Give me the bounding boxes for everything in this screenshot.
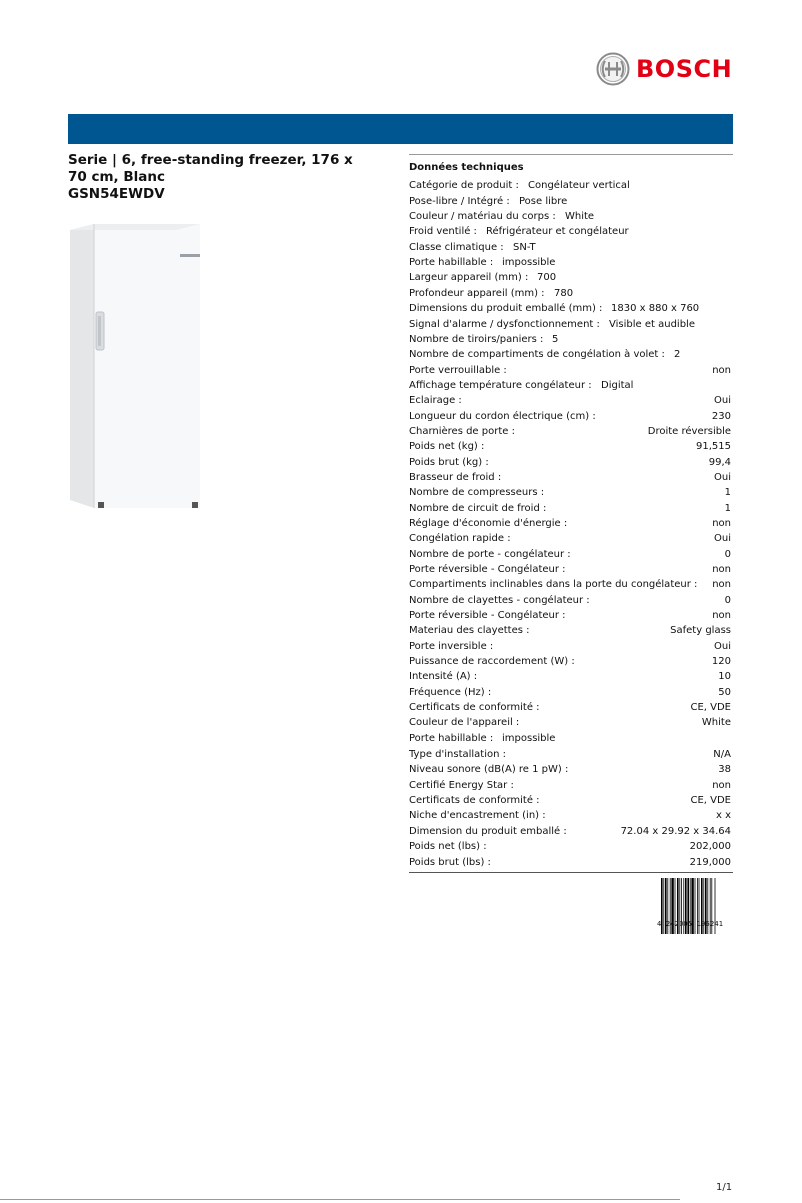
spec-value: Oui bbox=[714, 395, 731, 406]
spec-row bbox=[409, 623, 733, 638]
spec-value: Réfrigérateur et congélateur bbox=[486, 226, 629, 237]
spec-label: Nombre de compartiments de congélation à volet : bbox=[409, 349, 665, 360]
spec-label: Profondeur appareil (mm) : bbox=[409, 287, 545, 299]
spec-value: non bbox=[712, 364, 731, 376]
spec-value: Digital bbox=[601, 380, 634, 391]
spec-row bbox=[409, 593, 733, 608]
spec-label: Porte habillable : bbox=[409, 257, 494, 268]
spec-row bbox=[409, 378, 733, 393]
spec-value: 50 bbox=[718, 686, 731, 698]
spec-row bbox=[409, 485, 733, 500]
spec-value: 91,515 bbox=[696, 441, 731, 452]
spec-row bbox=[409, 224, 733, 239]
spec-value: impossible bbox=[502, 733, 556, 744]
spec-value: non bbox=[712, 610, 731, 621]
spec-row bbox=[409, 778, 733, 793]
spec-label: Classe climatique : bbox=[409, 241, 504, 253]
spec-row bbox=[409, 669, 733, 684]
spec-value: 1 bbox=[724, 487, 731, 498]
product-model: GSN54EWDV bbox=[68, 186, 165, 202]
spec-value: 230 bbox=[711, 410, 731, 422]
spec-label: Poids net (lbs) : bbox=[409, 841, 487, 852]
spec-label: Materiau des clayettes : bbox=[409, 625, 530, 636]
spec-value: 1 bbox=[724, 502, 731, 514]
spec-label: Longueur du cordon électrique (cm) : bbox=[409, 410, 596, 422]
spec-row bbox=[409, 270, 733, 285]
spec-label: Catégorie de produit : bbox=[409, 180, 519, 191]
spec-label: Niveau sonore (dB(A) re 1 pW) : bbox=[409, 764, 569, 775]
spec-row bbox=[409, 731, 733, 746]
spec-row bbox=[409, 301, 733, 316]
spec-value: Safety glass bbox=[670, 625, 731, 636]
spec-row bbox=[409, 577, 733, 592]
spec-row bbox=[409, 501, 733, 516]
spec-label: Porte réversible - Congélateur : bbox=[409, 610, 566, 621]
spec-row bbox=[409, 194, 733, 209]
spec-label: Eclairage : bbox=[409, 395, 462, 406]
spec-row bbox=[409, 470, 733, 485]
spec-value: non bbox=[712, 579, 731, 590]
spec-value: Visible et audible bbox=[609, 318, 695, 330]
spec-value: 38 bbox=[718, 764, 731, 775]
spec-row bbox=[409, 531, 733, 546]
spec-label: Certificats de conformité : bbox=[409, 795, 540, 806]
spec-label: Nombre de clayettes - congélateur : bbox=[409, 594, 590, 606]
spec-label: Dimensions du produit emballé (mm) : bbox=[409, 303, 603, 314]
spec-row bbox=[409, 347, 733, 362]
product-title: Serie | 6, free-standing freezer, 176 x 70 cm, Blanc bbox=[68, 152, 353, 185]
spec-row bbox=[409, 824, 733, 839]
spec-label: Nombre de circuit de froid : bbox=[409, 502, 547, 514]
spec-row bbox=[409, 562, 733, 577]
spec-row bbox=[409, 178, 733, 193]
spec-label: Réglage d'économie d'énergie : bbox=[409, 518, 568, 529]
spec-value: 72.04 x 29.92 x 34.64 bbox=[620, 826, 731, 837]
spec-row bbox=[409, 363, 733, 378]
spec-label: Poids brut (kg) : bbox=[409, 456, 489, 468]
spec-label: Porte verrouillable : bbox=[409, 364, 507, 376]
spec-value: 0 bbox=[724, 594, 731, 606]
spec-label: Charnières de porte : bbox=[409, 426, 515, 437]
footer-divider bbox=[0, 1199, 680, 1200]
spec-value: 10 bbox=[718, 671, 731, 682]
spec-value: Droite réversible bbox=[647, 426, 731, 437]
spec-value: 5 bbox=[552, 334, 559, 345]
spec-value: Oui bbox=[714, 533, 731, 544]
spec-value: 2 bbox=[674, 349, 681, 360]
spec-value: non bbox=[712, 564, 731, 575]
spec-row bbox=[409, 808, 733, 823]
freezer-image bbox=[68, 220, 208, 512]
spec-label: Couleur de l'appareil : bbox=[409, 717, 520, 728]
bosch-armature-icon bbox=[596, 52, 630, 86]
spec-label: Congélation rapide : bbox=[409, 533, 511, 544]
header-banner bbox=[68, 114, 733, 144]
spec-value: 700 bbox=[537, 272, 557, 283]
spec-label: Fréquence (Hz) : bbox=[409, 686, 492, 698]
spec-row bbox=[409, 393, 733, 408]
spec-row bbox=[409, 762, 733, 777]
spec-row bbox=[409, 608, 733, 623]
spec-row bbox=[409, 747, 733, 762]
specs-heading: Données techniques bbox=[409, 162, 524, 173]
spec-label: Brasseur de froid : bbox=[409, 472, 502, 483]
spec-row bbox=[409, 639, 733, 654]
spec-row bbox=[409, 839, 733, 854]
spec-row bbox=[409, 685, 733, 700]
spec-label: Froid ventilé : bbox=[409, 226, 477, 237]
spec-row bbox=[409, 209, 733, 224]
spec-label: Pose-libre / Intégré : bbox=[409, 195, 510, 207]
spec-label: Certificats de conformité : bbox=[409, 702, 540, 713]
spec-row bbox=[409, 439, 733, 454]
spec-label: Largeur appareil (mm) : bbox=[409, 272, 529, 283]
spec-value: Pose libre bbox=[519, 195, 568, 207]
spec-value: Congélateur vertical bbox=[528, 180, 630, 191]
spec-label: Porte réversible - Congélateur : bbox=[409, 564, 566, 575]
spec-value: 202,000 bbox=[689, 841, 731, 852]
spec-label: Certifié Energy Star : bbox=[409, 779, 514, 791]
brand-name: BOSCH bbox=[636, 55, 733, 83]
product-title-block bbox=[68, 152, 368, 203]
spec-value: CE, VDE bbox=[690, 702, 731, 713]
spec-row bbox=[409, 455, 733, 470]
spec-row bbox=[409, 424, 733, 439]
spec-value: x x bbox=[715, 810, 731, 821]
bosch-logo bbox=[596, 52, 732, 86]
spec-row bbox=[409, 409, 733, 424]
spec-row bbox=[409, 715, 733, 730]
spec-value: CE, VDE bbox=[690, 795, 731, 806]
barcode-digits: 4 242005 196241 bbox=[657, 920, 724, 928]
spec-value: 780 bbox=[554, 287, 574, 299]
spec-label: Porte inversible : bbox=[409, 640, 494, 652]
spec-value: 219,000 bbox=[689, 856, 731, 868]
spec-label: Intensité (A) : bbox=[409, 671, 478, 682]
spec-row bbox=[409, 286, 733, 301]
spec-label: Signal d'alarme / dysfonctionnement : bbox=[409, 318, 600, 330]
spec-label: Poids brut (lbs) : bbox=[409, 856, 491, 868]
spec-value: non bbox=[712, 518, 731, 529]
spec-value: 99,4 bbox=[708, 456, 731, 468]
spec-label: Type d'installation : bbox=[409, 749, 507, 760]
spec-row bbox=[409, 654, 733, 669]
spec-value: 120 bbox=[711, 656, 731, 667]
spec-label: Puissance de raccordement (W) : bbox=[409, 656, 575, 667]
spec-value: N/A bbox=[713, 749, 731, 760]
spec-value: White bbox=[565, 211, 595, 222]
divider bbox=[409, 154, 733, 155]
spec-row bbox=[409, 855, 733, 870]
spec-row bbox=[409, 255, 733, 270]
spec-label: Couleur / matériau du corps : bbox=[409, 211, 556, 222]
spec-label: Poids net (kg) : bbox=[409, 441, 485, 452]
spec-row bbox=[409, 332, 733, 347]
spec-value: SN-T bbox=[513, 241, 536, 253]
spec-label: Affichage température congélateur : bbox=[409, 380, 592, 391]
spec-row bbox=[409, 317, 733, 332]
divider bbox=[409, 872, 733, 873]
spec-value: White bbox=[701, 717, 731, 728]
spec-value: Oui bbox=[714, 472, 731, 483]
spec-row bbox=[409, 700, 733, 715]
page-number: 1/1 bbox=[716, 1182, 733, 1193]
spec-label: Dimension du produit emballé : bbox=[409, 826, 567, 837]
spec-label: Compartiments inclinables dans la porte du congélateur : bbox=[409, 579, 698, 590]
spec-row bbox=[409, 516, 733, 531]
spec-value: impossible bbox=[502, 257, 556, 268]
spec-row bbox=[409, 547, 733, 562]
spec-row bbox=[409, 793, 733, 808]
spec-label: Nombre de porte - congélateur : bbox=[409, 548, 571, 560]
spec-label: Niche d'encastrement (in) : bbox=[409, 810, 546, 821]
spec-value: non bbox=[712, 779, 731, 791]
spec-label: Nombre de tiroirs/paniers : bbox=[409, 334, 544, 345]
spec-label: Porte habillable : bbox=[409, 733, 494, 744]
spec-value: Oui bbox=[714, 640, 731, 652]
spec-label: Nombre de compresseurs : bbox=[409, 487, 545, 498]
spec-value: 0 bbox=[724, 548, 731, 560]
spec-value: 1830 x 880 x 760 bbox=[611, 303, 700, 314]
spec-row bbox=[409, 240, 733, 255]
